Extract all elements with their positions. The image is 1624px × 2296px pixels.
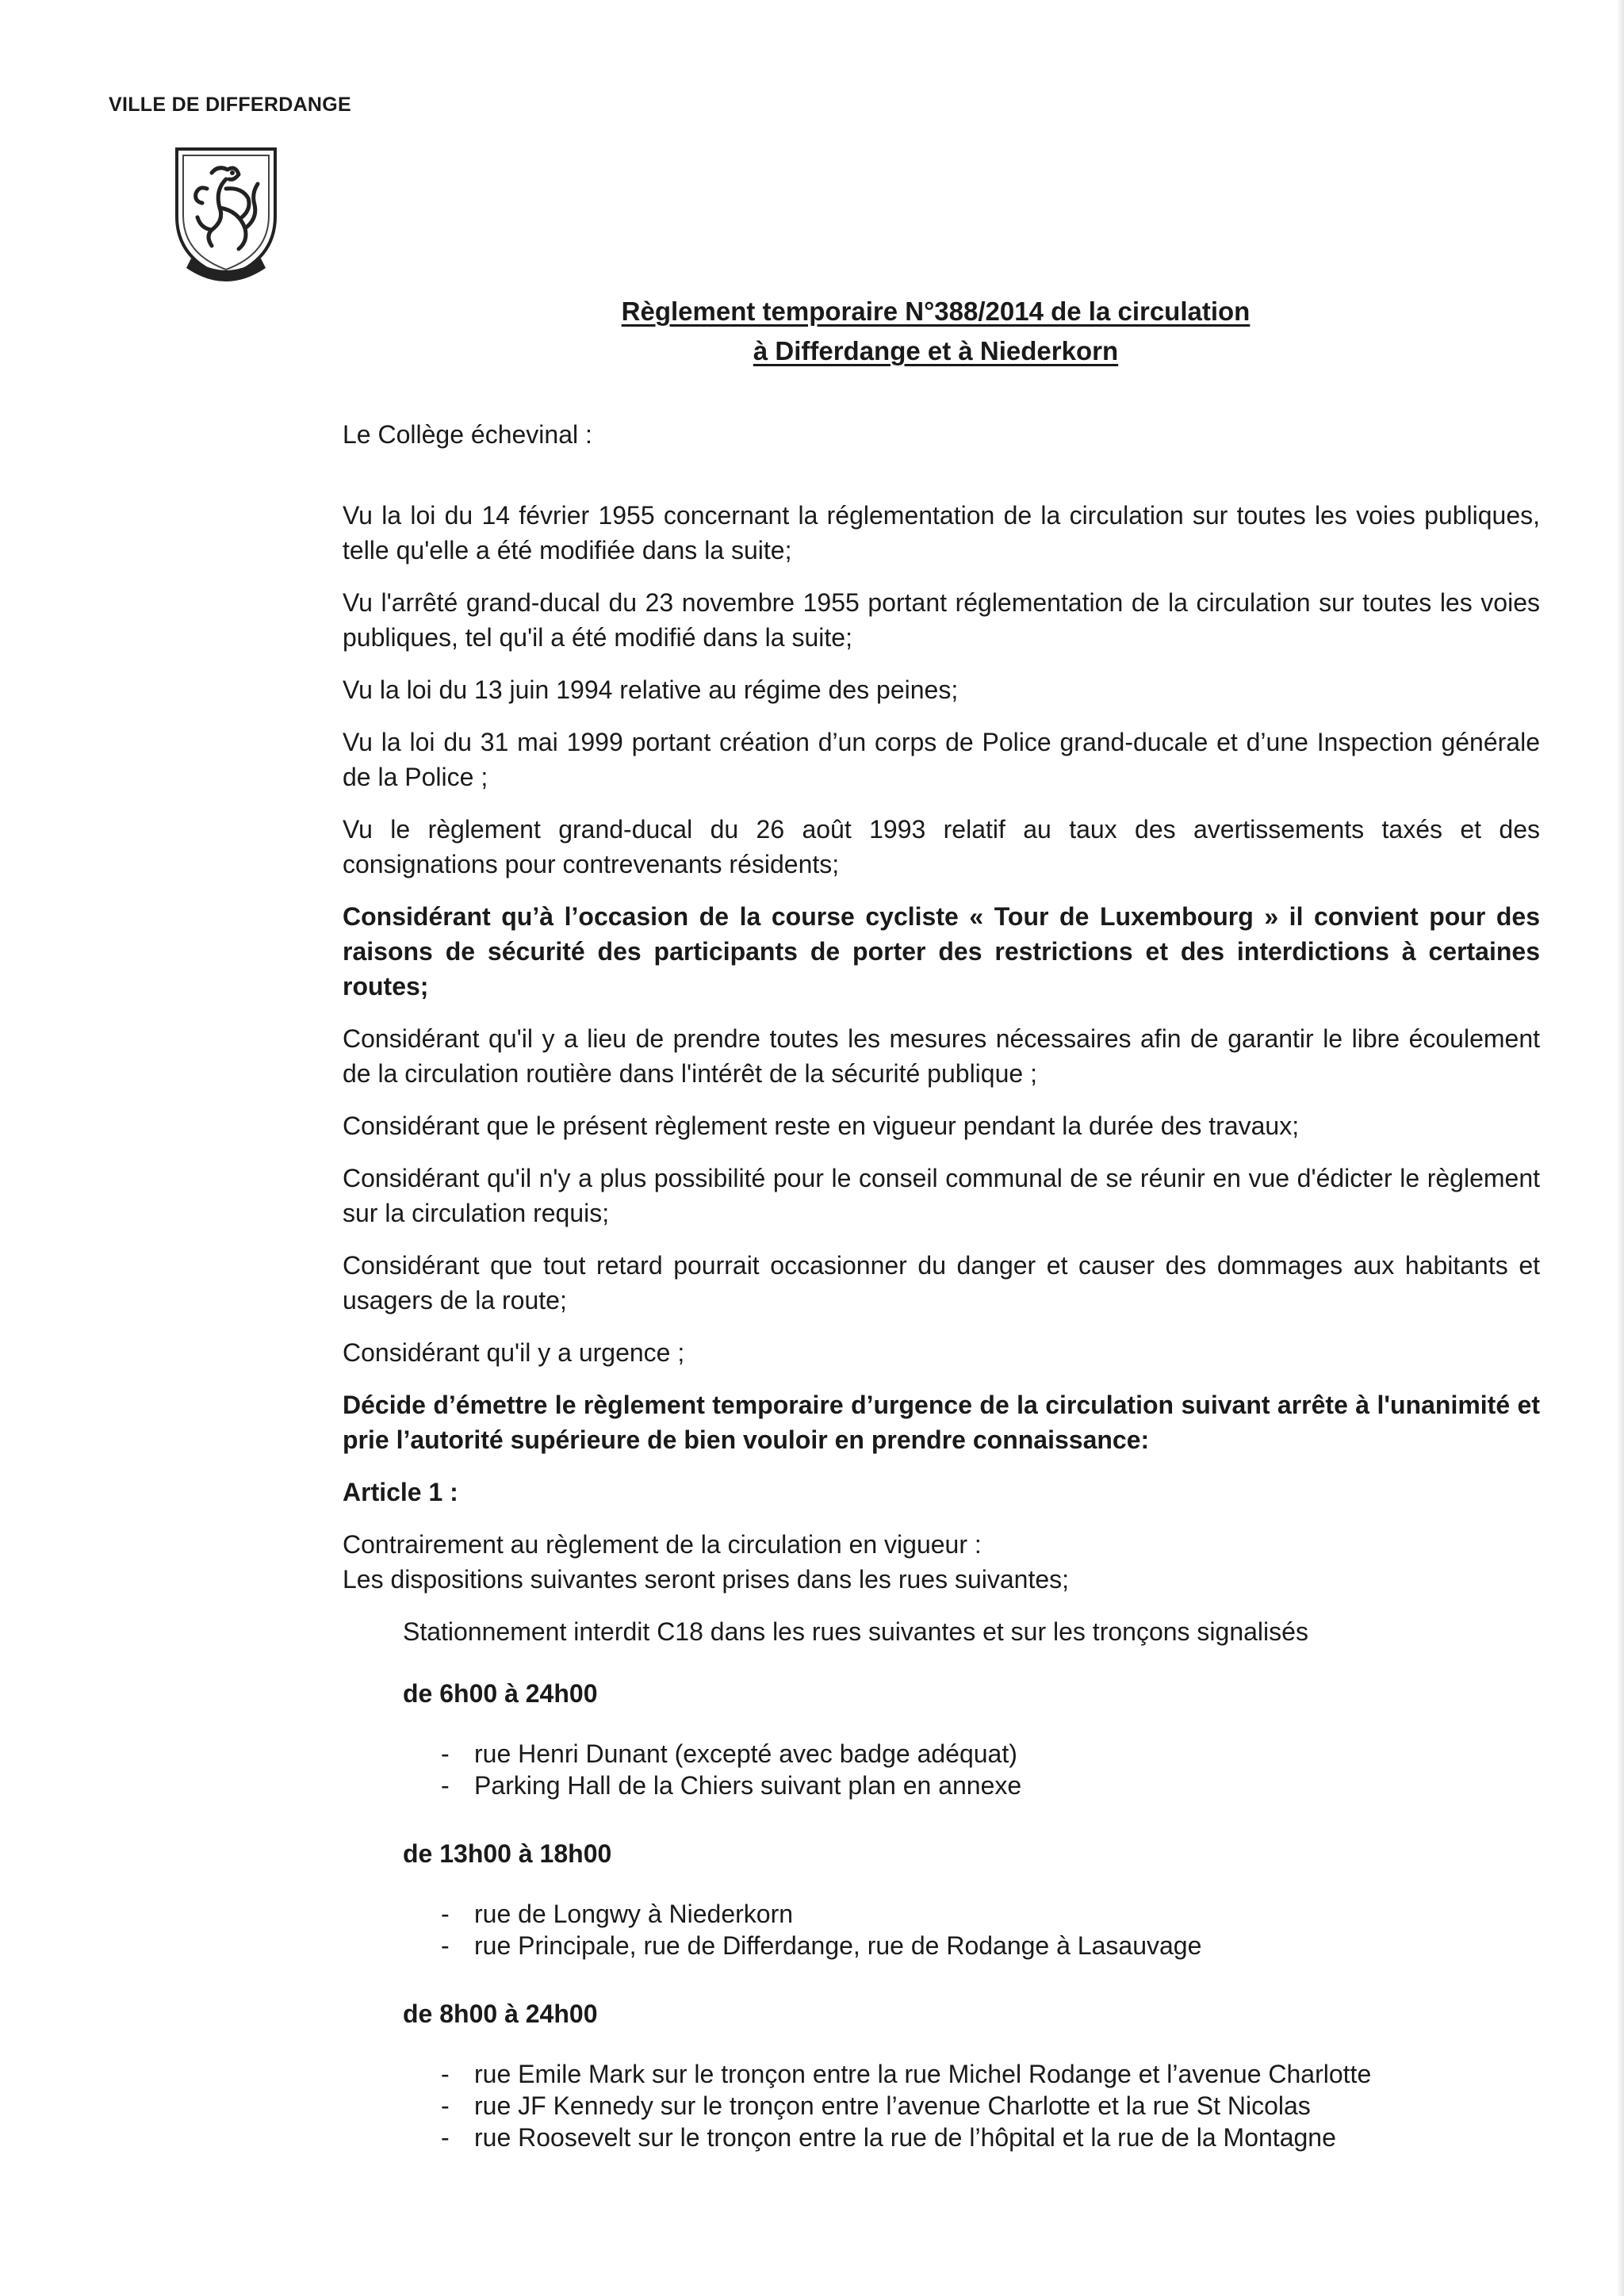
paragraph-legal-basis: Vu la loi du 31 mai 1999 portant création d’un corps de Police grand-ducale et d’une Inspection générale de la Police ; bbox=[343, 728, 1540, 791]
street-list bbox=[403, 2058, 1540, 2153]
list-item: - rue Henri Dunant (excepté avec badge adéquat) bbox=[441, 1738, 1540, 1770]
list-item: - rue JF Kennedy sur le tronçon entre l’avenue Charlotte et la rue St Nicolas bbox=[441, 2090, 1540, 2122]
title-line-2: à Differdange et à Niederkorn bbox=[753, 336, 1119, 365]
period-heading: de 8h00 à 24h00 bbox=[403, 1999, 598, 2028]
parking-intro: Stationnement interdit C18 dans les rues suivantes et sur les tronçons signalisés bbox=[403, 1617, 1308, 1646]
paragraph-considering: Considérant qu'il y a urgence ; bbox=[343, 1338, 685, 1367]
list-item: - rue Roosevelt sur le tronçon entre la rue de l’hôpital et la rue de la Montagne bbox=[441, 2122, 1540, 2153]
coat-of-arms-svg bbox=[163, 141, 289, 292]
article-line-1: Contrairement au règlement de la circulation en vigueur : bbox=[343, 1530, 982, 1559]
street-list bbox=[403, 1738, 1540, 1801]
intro-line: Le Collège échevinal : bbox=[343, 420, 592, 449]
period-heading: de 6h00 à 24h00 bbox=[403, 1679, 598, 1708]
paragraph-decision: Décide d’émettre le règlement temporaire d’urgence de la circulation suivant arrête à l'unanimité et prie l’autorité supérieure de bien vouloir en prendre connaissance: bbox=[343, 1391, 1540, 1454]
document-title bbox=[508, 292, 1364, 371]
title-line-1: Règlement temporaire N°388/2014 de la circulation bbox=[621, 297, 1251, 326]
paragraph-considering: Considérant qu'il n'y a plus possibilité pour le conseil communal de se réunir en vue d'édicter le règlement sur la circulation requis; bbox=[343, 1164, 1540, 1227]
paragraph-legal-basis: Vu la loi du 13 juin 1994 relative au régime des peines; bbox=[343, 675, 959, 704]
list-item: - rue Principale, rue de Differdange, rue de Rodange à Lasauvage bbox=[441, 1930, 1540, 1961]
organization-name: VILLE DE DIFFERDANGE bbox=[109, 94, 352, 116]
list-item: - rue Emile Mark sur le tronçon entre la rue Michel Rodange et l’avenue Charlotte bbox=[441, 2058, 1540, 2090]
coat-of-arms-lion-icon bbox=[163, 141, 289, 292]
paragraph-considering-bold: Considérant qu’à l’occasion de la course cycliste « Tour de Luxembourg » il convient pour des raisons de sécurité des participants de porter des restrictions et des interdictions à certaines routes; bbox=[343, 902, 1540, 1001]
page-edge-shadow bbox=[1616, 0, 1624, 2296]
paragraph-considering: Considérant que le présent règlement reste en vigueur pendant la durée des travaux; bbox=[343, 1112, 1300, 1140]
paragraph-legal-basis: Vu le règlement grand-ducal du 26 août 1993 relatif au taux des avertissements taxés et des consignations pour contrevenants résidents; bbox=[343, 815, 1540, 878]
article-line-2: Les dispositions suivantes seront prises dans les rues suivantes; bbox=[343, 1565, 1070, 1594]
paragraph-considering: Considérant qu'il y a lieu de prendre toutes les mesures nécessaires afin de garantir le libre écoulement de la circulation routière dans l'intérêt de la sécurité publique ; bbox=[343, 1024, 1540, 1088]
document-body bbox=[343, 417, 1540, 2188]
paragraph-considering: Considérant que tout retard pourrait occasionner du danger et causer des dommages aux habitants et usagers de la route; bbox=[343, 1251, 1540, 1314]
paragraph-legal-basis: Vu l'arrêté grand-ducal du 23 novembre 1955 portant réglementation de la circulation sur toutes les voies publiques, tel qu'il a été modifié dans la suite; bbox=[343, 588, 1540, 652]
street-list bbox=[403, 1898, 1540, 1961]
paragraph-legal-basis: Vu la loi du 14 février 1955 concernant la réglementation de la circulation sur toutes les voies publiques, telle qu'elle a été modifiée dans la suite; bbox=[343, 501, 1540, 564]
period-heading: de 13h00 à 18h00 bbox=[403, 1839, 612, 1868]
list-item: - rue de Longwy à Niederkorn bbox=[441, 1898, 1540, 1930]
list-item: - Parking Hall de la Chiers suivant plan en annexe bbox=[441, 1770, 1540, 1801]
parking-restrictions bbox=[403, 1614, 1540, 2153]
article-1-title: Article 1 : bbox=[343, 1478, 458, 1506]
